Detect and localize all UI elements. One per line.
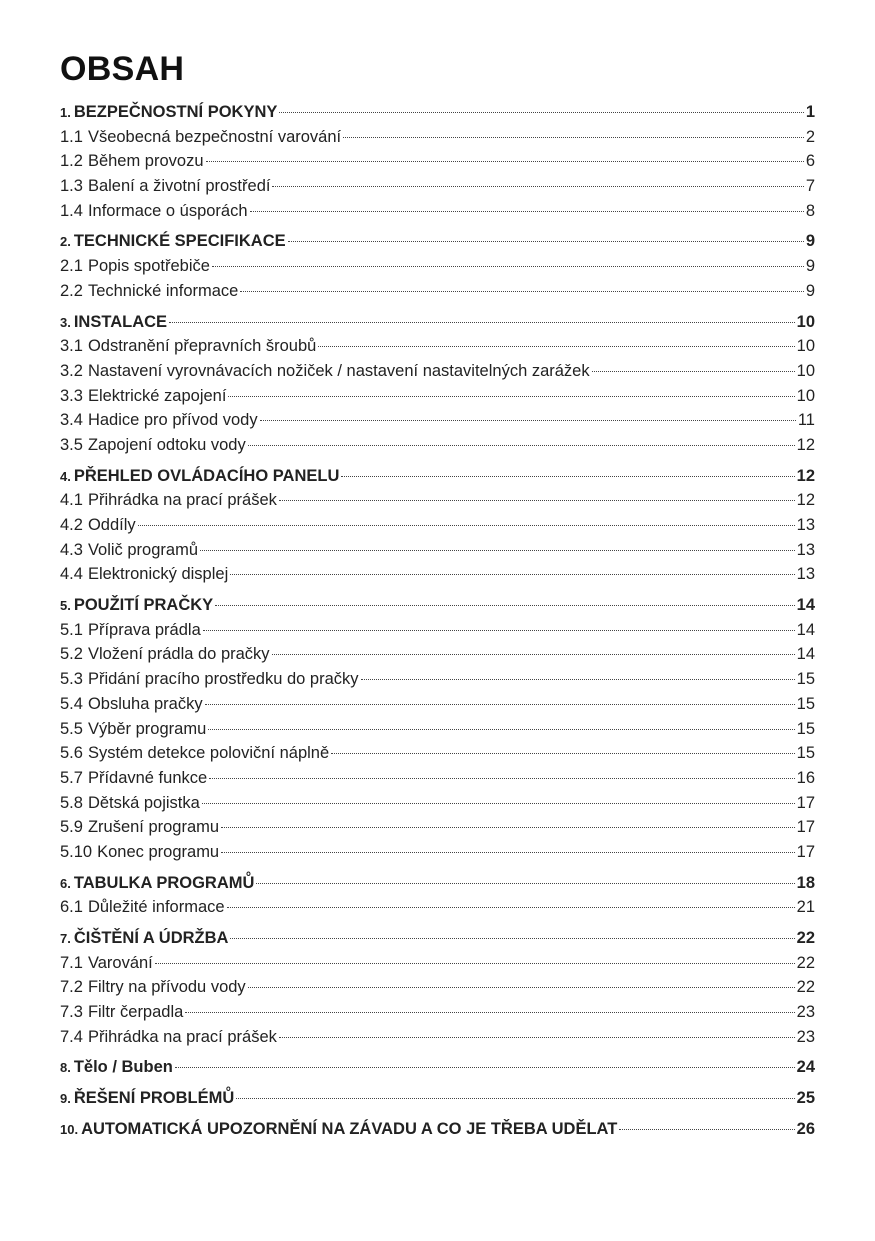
toc-entry-number: 1.1	[60, 127, 83, 146]
toc-entry-label: Tělo / Buben	[73, 1058, 173, 1077]
toc-entry-label: Přihrádka na prací prášek	[87, 491, 277, 510]
toc-entry-page-number: 16	[796, 768, 815, 787]
toc-entry-page-number: 22	[796, 953, 815, 972]
toc-entry-number: 5.6	[60, 744, 83, 763]
toc-subsection-entry[interactable]	[60, 692, 815, 717]
dot-leader	[279, 111, 803, 113]
toc-entry-number: 10.	[60, 1121, 79, 1137]
toc-entry-page-number: 15	[796, 670, 815, 689]
toc-subsection-entry[interactable]	[60, 618, 815, 643]
toc-entry-label: Popis spotřebiče	[87, 257, 210, 276]
toc-subsection-entry[interactable]	[60, 384, 815, 409]
toc-entry-label: Elektronický displej	[87, 565, 229, 584]
toc-entry-label: ŘEŠENÍ PROBLÉMŮ	[73, 1089, 235, 1108]
toc-entry-label: Během provozu	[87, 152, 204, 171]
toc-entry-number: 5.3	[60, 670, 83, 689]
toc-entry-page-number: 14	[796, 645, 815, 664]
toc-subsection-entry[interactable]	[60, 642, 815, 667]
toc-subsection-entry[interactable]	[60, 717, 815, 742]
dot-leader	[221, 826, 795, 828]
toc-entry-number: 3.3	[60, 386, 83, 405]
toc-subsection-entry[interactable]	[60, 408, 815, 433]
toc-entry-label: Důležité informace	[87, 898, 225, 917]
toc-entry-page-number: 17	[796, 793, 815, 812]
toc-entry-page-number: 13	[796, 516, 815, 534]
toc-entry-page-number: 1	[805, 103, 815, 121]
dot-leader	[248, 444, 795, 446]
toc-entry-page-number: 18	[796, 873, 815, 892]
toc-subsection-entry[interactable]	[60, 538, 815, 563]
toc-subsection-entry[interactable]	[60, 667, 815, 692]
toc-entry-page-number: 12	[796, 491, 815, 510]
toc-subsection-entry[interactable]	[60, 840, 815, 865]
toc-entry-number: 4.	[60, 468, 71, 484]
toc-entry-number: 3.5	[60, 435, 83, 454]
toc-entry-page-number: 2	[805, 127, 815, 146]
toc-entry-label: Systém detekce poloviční náplně	[87, 744, 330, 763]
toc-subsection-entry[interactable]	[60, 433, 815, 458]
toc-subsection-entry[interactable]	[60, 279, 815, 304]
toc-entry-label: Příprava prádla	[87, 620, 201, 639]
toc-entry-label: Odstranění přepravních šroubů	[87, 337, 317, 356]
toc-entry-page-number: 10	[796, 361, 815, 380]
toc-section-entry[interactable]	[60, 464, 815, 489]
dot-leader	[279, 1036, 795, 1038]
toc-entry-number: 5.10	[60, 842, 93, 861]
dot-leader	[260, 419, 796, 421]
toc-entry-page-number: 22	[796, 929, 815, 947]
toc-entry-number: 8.	[60, 1060, 71, 1076]
toc-entry-label: BEZPEČNOSTNÍ POKYNY	[73, 103, 278, 121]
toc-entry-number: 7.4	[60, 1027, 83, 1046]
toc-entry-number: 6.	[60, 875, 71, 891]
toc-section-entry[interactable]	[60, 871, 815, 896]
toc-entry-number: 5.5	[60, 719, 83, 738]
toc-entry-label: Dětská pojistka	[87, 793, 200, 812]
toc-subsection-entry[interactable]	[60, 791, 815, 816]
toc-entry-label: Hadice pro přívod vody	[87, 411, 258, 430]
toc-entry-page-number: 7	[805, 177, 815, 196]
toc-entry-number: 2.	[60, 234, 71, 250]
dot-leader	[203, 629, 795, 631]
toc-entry-number: 5.7	[60, 768, 83, 787]
toc-entry-label: POUŽITÍ PRAČKY	[73, 596, 214, 615]
toc-entry-label: Volič programů	[87, 540, 198, 559]
dot-leader	[272, 653, 795, 655]
toc-subsection-entry[interactable]	[60, 815, 815, 840]
toc-section-entry[interactable]	[60, 229, 815, 254]
dot-leader	[221, 851, 795, 853]
toc-entry-number: 7.2	[60, 978, 83, 997]
toc-entry-number: 2.2	[60, 281, 83, 300]
toc-subsection-entry[interactable]	[60, 125, 815, 150]
toc-entry-number: 7.3	[60, 1003, 83, 1022]
toc-entry-number: 5.4	[60, 694, 83, 713]
toc-entry-label: Přidání pracího prostředku do pračky	[87, 670, 359, 689]
toc-subsection-entry[interactable]	[60, 199, 815, 224]
dot-leader	[175, 1066, 795, 1068]
toc-section-entry[interactable]	[60, 593, 815, 618]
toc-entry-number: 4.2	[60, 516, 83, 534]
toc-entry-number: 1.4	[60, 201, 83, 220]
toc-entry-label: AUTOMATICKÁ UPOZORNĚNÍ NA ZÁVADU A CO JE TŘEBA UDĚLAT	[81, 1119, 618, 1138]
toc-entry-number: 5.2	[60, 645, 83, 664]
toc-entry-label: Elektrické zapojení	[87, 386, 227, 405]
toc-section-entry[interactable]	[60, 100, 815, 125]
dot-leader	[248, 986, 795, 988]
toc-entry-number: 3.2	[60, 361, 83, 380]
dot-leader	[212, 265, 804, 267]
toc-entry-page-number: 12	[796, 435, 815, 454]
toc-entry-number: 3.	[60, 314, 71, 330]
toc-entry-number: 7.1	[60, 953, 83, 972]
dot-leader	[202, 802, 795, 804]
toc-entry-page-number: 15	[796, 719, 815, 738]
toc-entry-number: 9.	[60, 1091, 71, 1107]
toc-entry-number: 4.3	[60, 540, 83, 559]
dot-leader	[318, 345, 794, 347]
dot-leader	[343, 136, 804, 138]
toc-entry-page-number: 15	[796, 744, 815, 763]
dot-leader	[185, 1011, 794, 1013]
toc-entry-page-number: 22	[796, 978, 815, 997]
toc-entry-number: 1.	[60, 105, 71, 120]
dot-leader	[592, 370, 795, 372]
dot-leader	[279, 499, 795, 501]
dot-leader	[341, 475, 794, 477]
toc-entry-label: Přihrádka na prací prášek	[87, 1027, 277, 1046]
toc-entry-page-number: 10	[796, 386, 815, 405]
toc-entry-page-number: 23	[796, 1027, 815, 1046]
toc-entry-label: ČIŠTĚNÍ A ÚDRŽBA	[73, 929, 229, 947]
toc-entry-number: 4.1	[60, 491, 83, 510]
page-title: OBSAH	[60, 50, 185, 88]
toc-entry-page-number: 10	[796, 337, 815, 356]
toc-subsection-entry[interactable]	[60, 174, 815, 199]
toc-entry-label: INSTALACE	[73, 312, 168, 331]
toc-section-entry[interactable]	[60, 1055, 815, 1080]
dot-leader	[209, 777, 794, 779]
toc-subsection-entry[interactable]	[60, 149, 815, 174]
toc-entry-label: Všeobecná bezpečnostní varování	[87, 127, 342, 146]
toc-entry-page-number: 15	[796, 694, 815, 713]
table-of-contents	[60, 100, 815, 1142]
dot-leader	[331, 752, 794, 754]
toc-entry-page-number: 9	[805, 232, 815, 251]
toc-entry-number: 4.4	[60, 565, 83, 584]
toc-entry-label: Oddíly	[87, 516, 136, 534]
dot-leader	[200, 549, 795, 551]
toc-subsection-entry[interactable]	[60, 359, 815, 384]
toc-entry-label: Zapojení odtoku vody	[87, 435, 246, 454]
toc-section-entry[interactable]	[60, 1117, 815, 1142]
toc-subsection-entry[interactable]	[60, 741, 815, 766]
dot-leader	[250, 210, 804, 212]
dot-leader	[155, 962, 795, 964]
toc-entry-number: 5.	[60, 598, 71, 614]
dot-leader	[288, 240, 804, 242]
toc-entry-number: 1.2	[60, 152, 83, 171]
dot-leader	[206, 160, 804, 162]
toc-entry-label: Konec programu	[97, 842, 220, 861]
dot-leader	[228, 395, 794, 397]
toc-entry-number: 7.	[60, 931, 71, 946]
toc-entry-page-number: 26	[796, 1119, 815, 1138]
dot-leader	[240, 290, 803, 292]
toc-subsection-entry[interactable]	[60, 562, 815, 587]
toc-section-entry[interactable]	[60, 1086, 815, 1111]
toc-entry-page-number: 14	[796, 620, 815, 639]
dot-leader	[208, 728, 794, 730]
dot-leader	[361, 678, 795, 680]
toc-subsection-entry[interactable]	[60, 1025, 815, 1050]
toc-entry-label: Technické informace	[87, 281, 239, 300]
dot-leader	[205, 703, 795, 705]
toc-entry-number: 2.1	[60, 257, 83, 276]
toc-entry-label: Přídavné funkce	[87, 768, 208, 787]
toc-entry-label: Varování	[87, 953, 153, 972]
toc-entry-number: 1.3	[60, 177, 83, 196]
toc-entry-label: TABULKA PROGRAMŮ	[73, 873, 255, 892]
dot-leader	[619, 1128, 794, 1130]
toc-subsection-entry[interactable]	[60, 951, 815, 976]
toc-entry-label: Informace o úsporách	[87, 201, 248, 220]
toc-entry-page-number: 24	[796, 1058, 815, 1077]
toc-entry-number: 6.1	[60, 898, 83, 917]
toc-subsection-entry[interactable]	[60, 766, 815, 791]
toc-entry-page-number: 17	[796, 818, 815, 837]
toc-entry-page-number: 13	[796, 565, 815, 584]
toc-entry-page-number: 17	[796, 842, 815, 861]
toc-entry-page-number: 10	[796, 312, 815, 331]
dot-leader	[230, 937, 794, 939]
toc-entry-number: 5.9	[60, 818, 83, 837]
toc-subsection-entry[interactable]	[60, 1000, 815, 1025]
dot-leader	[215, 604, 794, 606]
dot-leader	[256, 882, 794, 884]
dot-leader	[230, 573, 794, 575]
toc-subsection-entry[interactable]	[60, 895, 815, 920]
toc-entry-label: Balení a životní prostředí	[87, 177, 271, 196]
toc-entry-page-number: 21	[796, 898, 815, 917]
toc-entry-number: 5.1	[60, 620, 83, 639]
toc-entry-label: Obsluha pračky	[87, 694, 203, 713]
toc-entry-label: Vložení prádla do pračky	[87, 645, 270, 664]
toc-entry-label: Výběr programu	[87, 719, 207, 738]
toc-subsection-entry[interactable]	[60, 513, 815, 538]
toc-entry-page-number: 11	[797, 411, 815, 430]
toc-entry-page-number: 8	[805, 201, 815, 220]
toc-entry-page-number: 14	[796, 596, 815, 615]
toc-entry-label: Filtry na přívodu vody	[87, 978, 246, 997]
toc-entry-page-number: 12	[796, 466, 815, 485]
toc-entry-number: 5.8	[60, 793, 83, 812]
toc-subsection-entry[interactable]	[60, 334, 815, 359]
toc-entry-number: 3.1	[60, 337, 83, 356]
dot-leader	[272, 185, 803, 187]
dot-leader	[169, 321, 795, 323]
toc-section-entry[interactable]	[60, 310, 815, 335]
toc-entry-page-number: 25	[796, 1089, 815, 1108]
toc-entry-page-number: 13	[796, 540, 815, 559]
toc-entry-label: Filtr čerpadla	[87, 1003, 184, 1022]
toc-section-entry[interactable]	[60, 926, 815, 951]
dot-leader	[236, 1097, 794, 1099]
dot-leader	[227, 906, 795, 908]
toc-entry-label: PŘEHLED OVLÁDACÍHO PANELU	[73, 466, 340, 485]
toc-entry-page-number: 23	[796, 1003, 815, 1022]
toc-subsection-entry[interactable]	[60, 254, 815, 279]
toc-subsection-entry[interactable]	[60, 975, 815, 1000]
toc-entry-number: 3.4	[60, 411, 83, 430]
toc-subsection-entry[interactable]	[60, 488, 815, 513]
toc-entry-label: TECHNICKÉ SPECIFIKACE	[73, 232, 286, 251]
toc-entry-page-number: 9	[805, 257, 815, 276]
toc-entry-label: Zrušení programu	[87, 818, 220, 837]
dot-leader	[138, 524, 795, 526]
toc-entry-page-number: 9	[805, 281, 815, 300]
toc-entry-label: Nastavení vyrovnávacích nožiček / nastavení nastavitelných zarážek	[87, 361, 590, 380]
toc-entry-page-number: 6	[805, 152, 815, 171]
